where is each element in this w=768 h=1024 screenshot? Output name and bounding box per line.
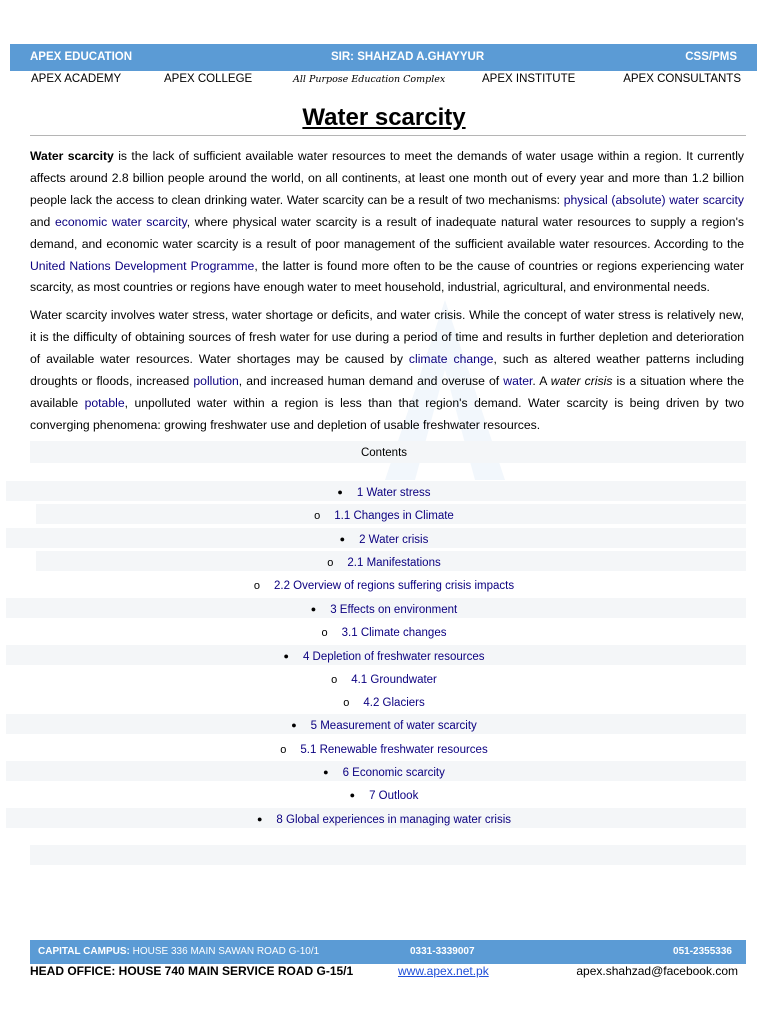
campus-label: CAPITAL CAMPUS:: [38, 946, 130, 957]
p2-text-4: . A: [532, 373, 551, 388]
toc-link[interactable]: 6 Economic scarcity: [342, 767, 445, 779]
link-pollution[interactable]: pollution: [193, 373, 239, 388]
toc-item[interactable]: [0, 790, 768, 802]
toc-item[interactable]: [0, 534, 768, 546]
p2-text-3: , and increased human demand and overuse of: [238, 373, 504, 388]
toc-link[interactable]: 5.1 Renewable freshwater resources: [300, 744, 488, 756]
footer-campus: [38, 946, 319, 957]
bullet-icon: ●: [291, 720, 297, 730]
toc-item[interactable]: [0, 651, 768, 663]
bullet-icon: o: [314, 510, 321, 522]
bullet-icon: ●: [310, 604, 317, 614]
bullet-icon: o: [331, 674, 338, 686]
link-water[interactable]: water: [503, 373, 533, 388]
sub-institute: APEX INSTITUTE: [482, 73, 576, 85]
link-climate-change[interactable]: climate change: [408, 351, 494, 366]
bullet-icon: ●: [283, 651, 289, 661]
header-center: SIR: SHAHZAD A.GHAYYUR: [331, 51, 485, 63]
header-bar: [10, 44, 757, 71]
toc-item[interactable]: [0, 744, 768, 756]
bullet-icon: ●: [349, 790, 356, 800]
title-rule: [30, 135, 746, 136]
paragraph-stress: [30, 305, 744, 436]
toc-link[interactable]: 4 Depletion of freshwater resources: [302, 651, 485, 663]
footer-website-link[interactable]: www.apex.net.pk: [398, 964, 489, 978]
footer-line: [30, 963, 746, 981]
page-title: Water scarcity: [302, 104, 466, 131]
sub-consultants: APEX CONSULTANTS: [623, 73, 741, 85]
toc-link[interactable]: 7 Outlook: [369, 790, 419, 802]
p1-text-2: and: [30, 214, 55, 229]
p1-text-4: , the latter is found more often to be the cause of countries or regions experiencing water scarcity, as most countries or regions have enough water to meet household, industrial, agricultural, and environmental needs.: [30, 258, 745, 295]
bullet-icon: o: [343, 697, 350, 709]
p1-text-1: is the lack of sufficient available water resources to meet the demands of water usage within a region. It currently affects around 2.8 billion people around the world, on all continents, at least one month out of every year and more than 1.2 billion people lack the access to clean drinking water. Water scarcity can be a result of two mechanisms:: [30, 149, 744, 207]
bullet-icon: o: [280, 744, 287, 756]
toc-link[interactable]: 3.1 Climate changes: [341, 627, 447, 639]
toc-item[interactable]: [0, 814, 768, 826]
header-subbar: [10, 71, 757, 93]
link-undp[interactable]: United Nations Development Programme: [30, 258, 255, 273]
bullet-icon: ●: [337, 487, 343, 497]
toc-link[interactable]: 8 Global experiences in managing water crisis: [276, 814, 512, 826]
bullet-icon: o: [327, 557, 334, 569]
toc-link[interactable]: 2.2 Overview of regions suffering crisis impacts: [274, 580, 515, 592]
term-bold: Water scarcity: [30, 149, 114, 163]
header-right: CSS/PMS: [685, 51, 737, 63]
toc-item[interactable]: [0, 697, 768, 709]
bullet-icon: o: [253, 580, 260, 592]
p2-text-6: , unpolluted water within a region is less than that region's demand. Water scarcity is being driven by two converging phenomena: growing freshwater use and depletion of usable freshwater resources.: [30, 395, 744, 432]
toc-link[interactable]: 1 Water stress: [356, 487, 431, 499]
toc-link[interactable]: 5 Measurement of water scarcity: [310, 720, 477, 732]
link-potable[interactable]: potable: [84, 395, 125, 410]
campus-address: HOUSE 336 MAIN SAWAN ROAD G-10/1: [129, 946, 320, 957]
footer-phone-landline: 051-2355336: [673, 946, 732, 957]
p1-text-3: , where physical water scarcity is a result of inadequate natural water resources to supply a region's demand, and economic water scarcity is a result of poor management of the sufficient available water resources. According to the: [30, 214, 744, 251]
bullet-icon: ●: [323, 767, 329, 777]
paragraph-intro: [30, 146, 744, 299]
contents-heading: Contents: [360, 447, 408, 459]
toc-item[interactable]: [0, 580, 768, 592]
footer-bar: [30, 940, 746, 964]
toc-item[interactable]: [0, 604, 768, 616]
toc-link[interactable]: 1.1 Changes in Climate: [334, 510, 454, 522]
footer-facebook: apex.shahzad@facebook.com: [576, 964, 738, 978]
toc-item[interactable]: [0, 720, 768, 732]
link-economic-scarcity[interactable]: economic water scarcity: [55, 214, 187, 229]
footer-phone-mobile: 0331-3339007: [410, 946, 475, 957]
bullet-icon: o: [321, 627, 328, 639]
p2-text-5: is a situation where the available: [30, 373, 744, 410]
bullet-icon: ●: [256, 814, 263, 824]
toc-item[interactable]: [0, 557, 768, 569]
toc-stripe: [30, 845, 746, 865]
sub-college: APEX COLLEGE: [164, 73, 253, 85]
toc-item[interactable]: [0, 767, 768, 779]
p2-text-2: , such as altered weather patterns including droughts or floods, increased: [30, 351, 744, 388]
header-left: APEX EDUCATION: [30, 51, 133, 63]
toc-link[interactable]: 3 Effects on environment: [330, 604, 458, 616]
toc-item[interactable]: [0, 674, 768, 686]
sub-tagline: All Purpose Education Complex: [293, 74, 446, 85]
toc-link[interactable]: 2 Water crisis: [359, 534, 429, 546]
link-physical-scarcity[interactable]: physical (absolute) water scarcity: [563, 192, 744, 207]
toc-link[interactable]: 4.1 Groundwater: [351, 674, 437, 686]
sub-academy: APEX ACADEMY: [31, 73, 122, 85]
toc-item[interactable]: [0, 510, 768, 522]
bullet-icon: ●: [339, 534, 346, 544]
toc-item[interactable]: [0, 627, 768, 639]
p2-text-1: Water scarcity involves water stress, water shortage or deficits, and water crisis. While the concept of water stress is relatively new, it is the difficulty of obtaining sources of fresh water for use during a period of time and results in further depletion and deterioration of available water resources. Water shortages may be caused by: [30, 308, 744, 366]
footer-head-office: HEAD OFFICE: HOUSE 740 MAIN SERVICE ROAD G-15/1: [30, 964, 354, 978]
toc-link[interactable]: 2.1 Manifestations: [347, 557, 441, 569]
term-water-crisis: water crisis: [550, 373, 613, 388]
toc-item[interactable]: [0, 487, 768, 499]
toc-link[interactable]: 4.2 Glaciers: [363, 697, 425, 709]
